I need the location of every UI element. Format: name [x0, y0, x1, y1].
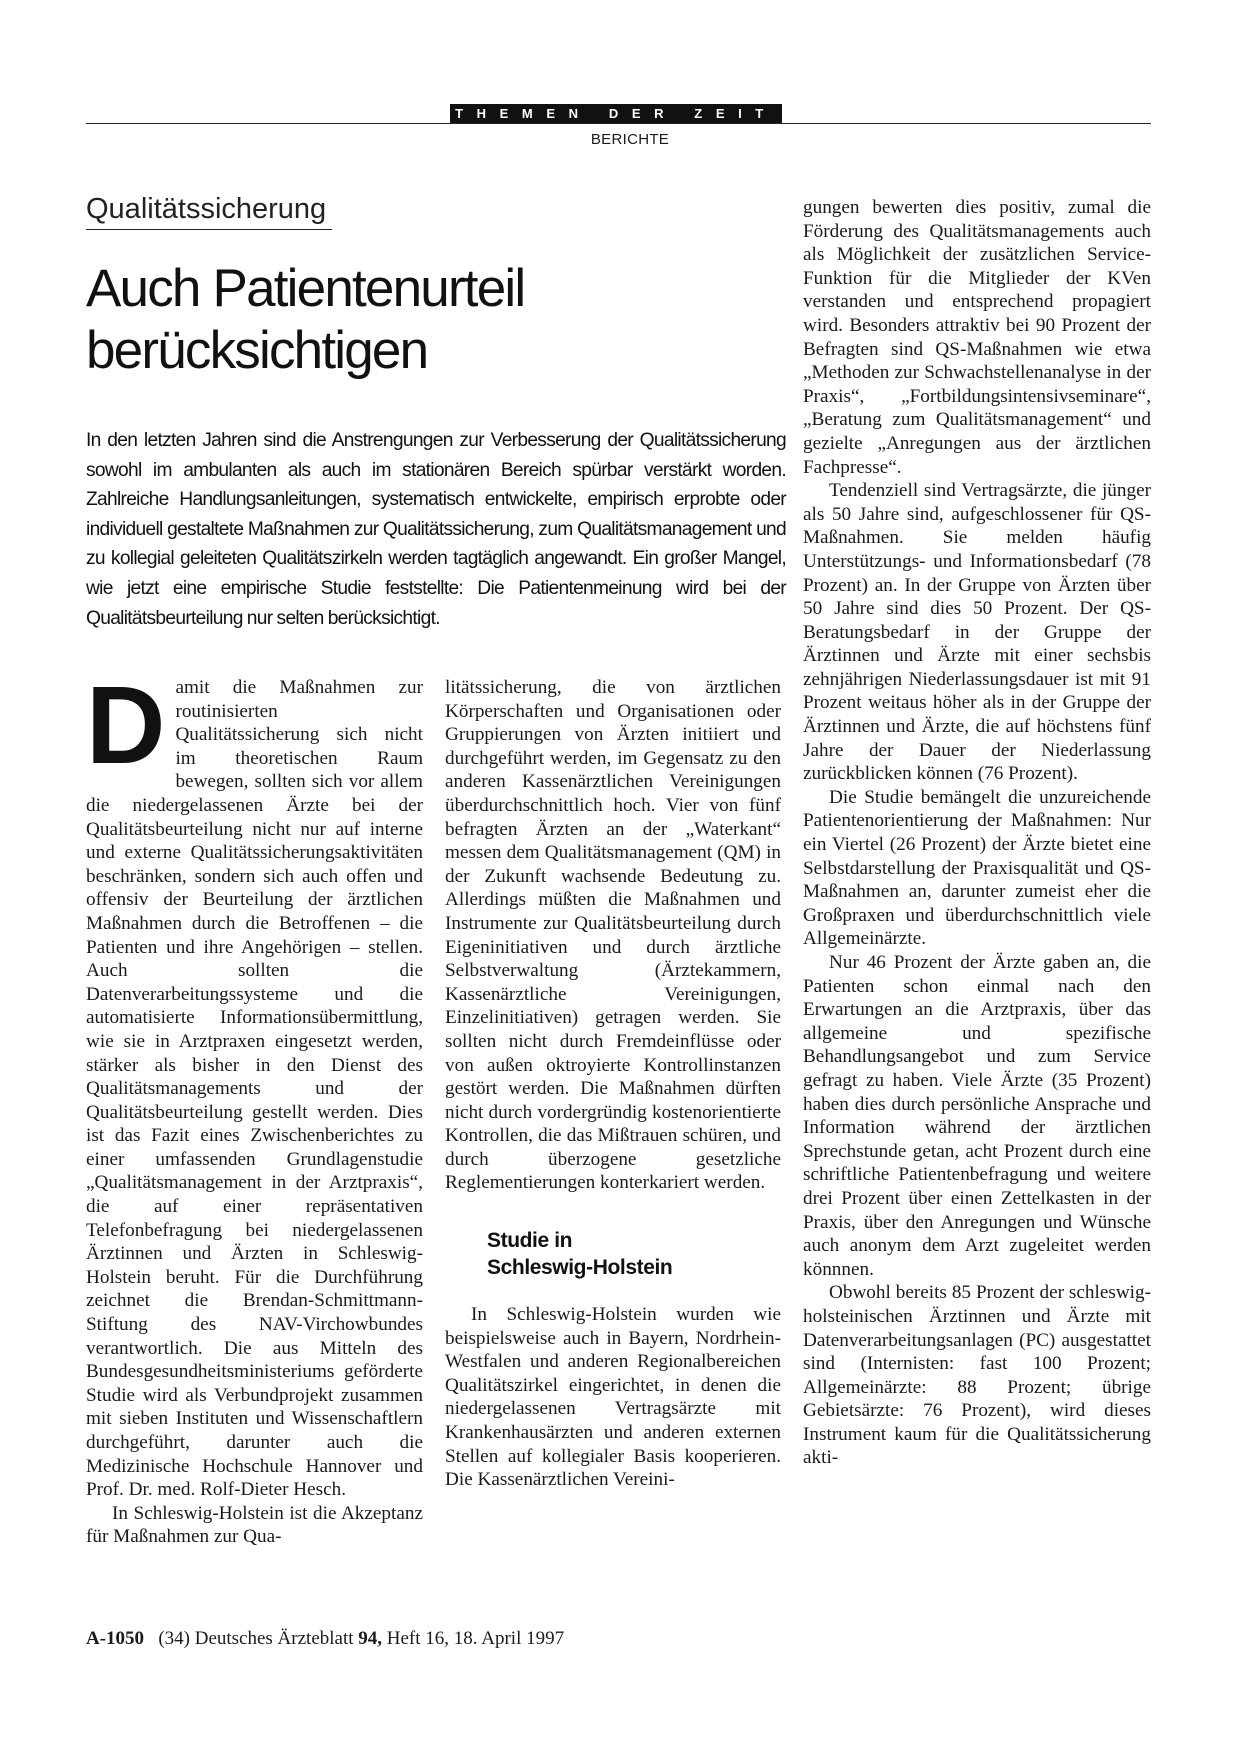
page-footer: [86, 1628, 564, 1650]
page-code: A-1050: [86, 1628, 145, 1649]
text-column-1: [86, 664, 423, 1549]
article-kicker: Qualitätssicherung: [86, 192, 332, 230]
paragraph: In Schleswig-Holstein ist die Akzeptanz für Maßnahmen zur Qua-: [86, 1502, 423, 1548]
paragraph: litätssicherung, die von ärztlichen Körperschaften und Organisationen oder Gruppierungen von Ärzten initiiert und durchgeführt werden, im Gegensatz zu den anderen Kassenärztlichen Vereinigungen überdurchschnittlich hoch. Vier von fünf befragten Ärzten an der „Waterkant“ messen dem Qualitätsmanagement (QM) in der Zukunft wachsende Bedeutung zu. Allerdings müßten die Maßnahmen und Instrumente zur Qualitätsbeurteilung durch Eigeninitiativen und durch ärztliche Selbstverwaltung (Ärztekammern, Kassenärztliche Vereinigungen, Einzelinitiativen) getragen werden. Sie sollten nicht durch Fremdeinflüsse oder von außen oktroyierte Kontrollinstanzen gestört werden. Die Maßnahmen dürften nicht durch vordergründig kostenorientierte Kontrollen, die das Mißtrauen schüren, und durch überzogene gesetzliche Reglementierungen konterkariert werden.: [445, 677, 781, 1194]
journal-volume: 94,: [358, 1628, 383, 1649]
article-title: Auch Patientenurteil berücksichtigen: [86, 259, 525, 380]
section-heading-line: Schleswig-Holstein: [487, 1256, 673, 1280]
text-column-2: [445, 676, 781, 1492]
header-rule: [86, 123, 1151, 124]
paragraph-text: amit die Maßnahmen zur routinisierten Qualitätssicherung sich nicht im theoretischen Raum bewegen, sollten sich vor allem die niedergelassenen Ärzte bei der Qualitätsbeurteilung nicht nur auf interne und externe Qualitätssicherungsaktivitäten beschränken, sondern sich auch offen und offensiv der Beurteilung der ärztlichen Maßnahmen durch die Betroffenen – die Patienten und ihre Angehörigen – stellen. Auch sollten die Datenverarbeitungssysteme und die automatisierte Informationsübermittlung, wie sie in Arztpraxen eingesetzt werden, stärker als bisher in den Dienst des Qualitätsmanagements und der Qualitätsbeurteilung gestellt werden. Dies ist das Fazit eines Zwischenberichtes zu einer umfassenden Grundlagenstudie „Qualitätsmanagement in der Arztpraxis“, die auf einer repräsentativen Telefonbefragung bei niedergelassenen Ärztinnen und Ärzten in Schleswig-Holstein beruht. Für die Durchführung zeichnet die Brendan-Schmittmann-Stiftung des NAV-Virchowbundes verantwortlich. Die aus Mitteln des Bundesgesundheitsministeriums geförderte Studie wird als Verbundprojekt zusammen mit sieben Instituten und Wissenschaftlern durchgeführt, darunter auch die Medizinische Hochschule Hannover und Prof. Dr. med. Rolf-Dieter Hesch.: [86, 677, 423, 1501]
paragraph: Nur 46 Prozent der Ärzte gaben an, die Patienten schon einmal nach den Erwartungen an die Arztpraxis, über das allgemeine und spezifische Behandlungsangebot und zum Service gefragt zu haben. Viele Ärzte (35 Prozent) haben dies durch persönliche Ansprache und Information während der ärztlichen Sprechstunde getan, acht Prozent durch eine schriftliche Patientenbefragung und weitere drei Prozent über einen Zettelkasten in der Praxis, über den Anregungen und Wünsche auch anonym dem Arzt zugeleitet werden könnnen.: [803, 952, 1151, 1280]
section-heading-line: Studie in: [487, 1229, 573, 1253]
section-heading: [487, 1227, 781, 1281]
paragraph: gungen bewerten dies positiv, zumal die Förderung des Qualitätsmanagements auch als Möglichkeit der zusätzlichen Service-Funktion für die Mitglieder der KVen verstanden und entsprechend propagiert wird. Besonders attraktiv bei 90 Prozent der Befragten sind QS-Maßnahmen wie etwa „Methoden zur Schwachstellenanalyse in der Praxis“, „Fortbildungsintensivseminare“, „Beratung zum Qualitätsmanagement“ und gezielte „Anregungen aus der ärztlichen Fachpresse“.: [803, 197, 1151, 478]
section-banner: THEMEN DER ZEIT: [450, 104, 782, 123]
journal-name: Deutsches Ärzteblatt: [194, 1628, 354, 1649]
drop-cap: D: [86, 664, 164, 787]
paragraph: Obwohl bereits 85 Prozent der schleswig-holsteinischen Ärztinnen und Ärzte mit Datenverarbeitungsanlagen (PC) ausgestattet sind (Internisten: fast 100 Prozent; Allgemeinärzte: 88 Prozent; übrige Gebietsärzte: 76 Prozent), wird dieses Instrument kaum für die Qualitätssicherung akti-: [803, 1282, 1151, 1469]
journal-issue: Heft 16, 18. April 1997: [386, 1628, 565, 1649]
paragraph: Die Studie bemängelt die unzureichende Patientenorientierung der Maßnahmen: Nur ein Viertel (26 Prozent) der Ärzte bietet eine Selbstdarstellung der Praxisqualität und QS-Maßnahmen an, darunter zumeist eher die Großpraxen und überdurchschnittlich viele Allgemeinärzte.: [803, 786, 1151, 950]
section-subtitle: BERICHTE: [590, 131, 670, 148]
article-lead: In den letzten Jahren sind die Anstrengungen zur Verbesserung der Qualitätssicherung sowohl im ambulanten als auch im stationären Bereich spürbar verstärkt worden. Zahlreiche Handlungsanleitungen, systematisch entwickelte, empirisch erprobte oder individuell gestaltete Maßnahmen zur Qualitätssicherung, zum Qualitätsmanagement und zu kollegial geleiteten Qualitätszirkeln werden tagtäglich angewandt. Ein großer Mangel, wie jetzt eine empirische Studie feststellte: Die Patientenmeinung wird bei der Qualitätsbeurteilung nur selten berücksichtigt.: [86, 430, 786, 629]
paragraph: Tendenziell sind Vertragsärzte, die jünger als 50 Jahre sind, aufgeschlossener für QS-Maßnahmen. Sie melden häufig Unterstützungs- und Informationsbedarf (78 Prozent) an. In der Gruppe von Ärzten über 50 Jahre sind dies 50 Prozent. Der QS-Beratungsbedarf in der Gruppe der Ärztinnen und Ärzte mit einer sechsbis zehnjährigen Niederlassungsdauer ist mit 91 Prozent weitaus höher als in der Gruppe der Ärztinnen und Ärzte, die auf höchstens fünf Jahre der Dauer der Niederlassung zurückblicken können (76 Prozent).: [803, 480, 1151, 785]
paragraph: [86, 664, 423, 1502]
paragraph: In Schleswig-Holstein wurden wie beispielsweise auch in Bayern, Nordrhein-Westfalen und anderen Regionalbereichen Qualitätszirkel eingerichtet, in denen die niedergelassenen Vertragsärzte mit Krankenhausärzten und anderen externen Stellen auf kollegialer Basis kooperieren. Die Kassenärztlichen Vereini-: [445, 1304, 781, 1491]
page-number: (34): [158, 1628, 190, 1649]
text-column-3: [803, 196, 1151, 1470]
